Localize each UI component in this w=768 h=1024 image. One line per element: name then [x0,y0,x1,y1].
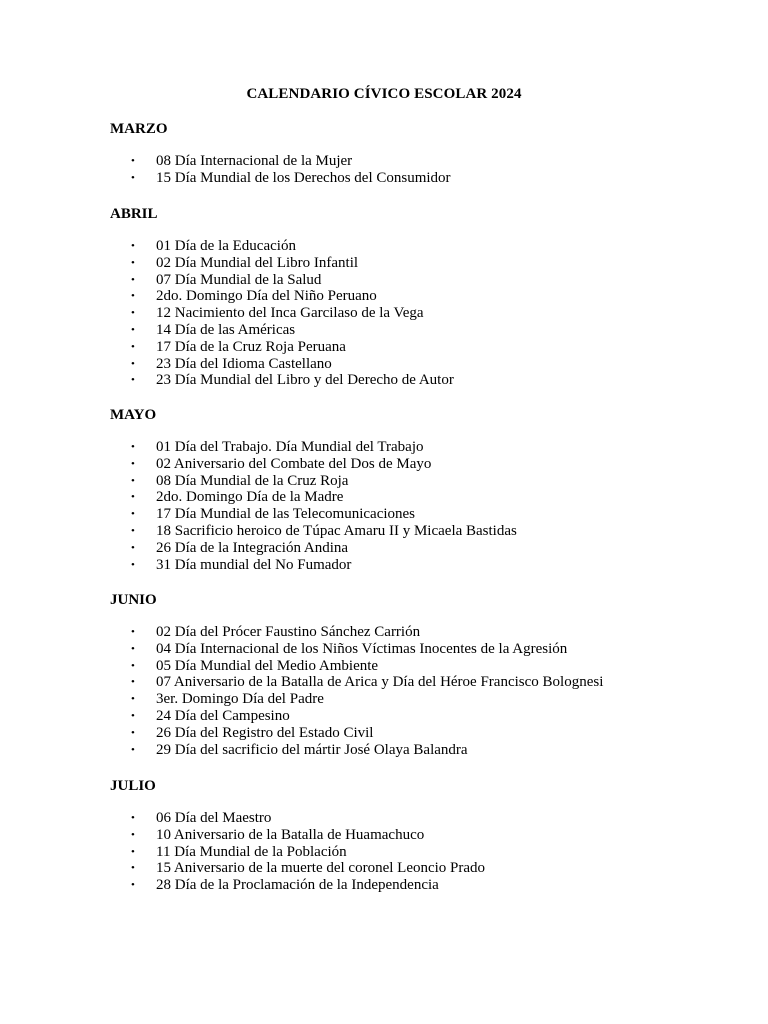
list-item-text: 02 Aniversario del Combate del Dos de Mayo [156,455,432,472]
list-item [0,153,768,170]
bullet-icon: • [131,474,135,487]
month-item-list [0,624,768,758]
list-item-text: 18 Sacrificio heroico de Túpac Amaru II y Micaela Bastidas [156,522,517,539]
list-item [0,540,768,557]
list-item-text: 04 Día Internacional de los Niños Víctimas Inocentes de la Agresión [156,640,568,657]
list-item-text: 31 Día mundial del No Fumador [156,556,352,573]
bullet-icon: • [131,307,135,320]
list-item-text: 08 Día Internacional de la Mujer [156,153,353,169]
bullet-icon: • [131,541,135,554]
bullet-icon: • [131,626,135,638]
list-item [0,810,768,827]
list-item [0,456,768,473]
list-item [0,691,768,708]
month-heading: JUNIO [110,592,157,608]
list-item-text: 10 Aniversario de la Batalla de Huamachuco [156,826,425,843]
list-item [0,827,768,844]
bullet-icon: • [131,676,135,689]
list-item [0,860,768,877]
list-item-text: 08 Día Mundial de la Cruz Roja [156,472,349,489]
bullet-icon: • [131,812,135,824]
bullet-icon: • [131,879,135,892]
bullet-icon: • [131,508,135,521]
list-item-text: 12 Nacimiento del Inca Garcilaso de la Vega [156,305,424,322]
bullet-icon: • [131,240,135,252]
list-item [0,489,768,506]
bullet-icon: • [131,642,135,655]
bullet-icon: • [131,693,135,706]
list-item [0,473,768,490]
list-item [0,725,768,742]
list-item-text: 2do. Domingo Día de la Madre [156,489,344,506]
bullet-icon: • [131,558,135,571]
list-item [0,506,768,523]
bullet-icon: • [131,491,135,504]
list-item [0,708,768,725]
list-item-text: 26 Día de la Integración Andina [156,539,349,556]
bullet-icon: • [131,357,135,370]
list-item [0,641,768,658]
list-item-text: 3er. Domingo Día del Padre [156,691,324,708]
bullet-icon: • [131,374,135,387]
bullet-icon: • [131,290,135,303]
list-item-text: 02 Día del Prócer Faustino Sánchez Carrión [156,624,421,640]
list-item-text: 24 Día del Campesino [156,707,290,724]
list-item [0,523,768,540]
list-item [0,288,768,305]
list-item [0,742,768,759]
month-item-list [0,810,768,894]
bullet-icon: • [131,155,135,167]
list-item [0,624,768,641]
month-heading: MAYO [110,407,157,423]
bullet-icon: • [131,828,135,841]
bullet-icon: • [131,659,135,672]
list-item-text: 17 Día de la Cruz Roja Peruana [156,338,346,355]
bullet-icon: • [131,457,135,470]
bullet-icon: • [131,340,135,353]
list-item-text: 23 Día del Idioma Castellano [156,355,332,372]
list-item-text: 15 Día Mundial de los Derechos del Consumidor [156,169,451,186]
list-item [0,272,768,289]
month-heading: ABRIL [110,206,158,222]
bullet-icon: • [131,256,135,269]
list-item-text: 29 Día del sacrificio del mártir José Olaya Balandra [156,741,468,758]
bullet-icon: • [131,171,135,184]
list-item [0,877,768,894]
list-item [0,255,768,272]
bullet-icon: • [131,862,135,875]
month-item-list [0,153,768,187]
list-item-text: 14 Día de las Américas [156,321,296,338]
bullet-icon: • [131,273,135,286]
list-item [0,356,768,373]
list-item [0,674,768,691]
list-item-text: 06 Día del Maestro [156,810,272,826]
list-item [0,372,768,389]
document-title: CALENDARIO CÍVICO ESCOLAR 2024 [246,86,522,102]
list-item [0,439,768,456]
list-item-text: 02 Día Mundial del Libro Infantil [156,254,359,271]
list-item-text: 2do. Domingo Día del Niño Peruano [156,288,377,305]
list-item-text: 01 Día de la Educación [156,238,296,254]
bullet-icon: • [131,323,135,336]
list-item-text: 23 Día Mundial del Libro y del Derecho de Autor [156,372,454,389]
list-item-text: 28 Día de la Proclamación de la Independencia [156,877,439,894]
month-item-list [0,439,768,573]
list-item-text: 26 Día del Registro del Estado Civil [156,724,374,741]
bullet-icon: • [131,845,135,858]
list-item [0,844,768,861]
month-heading: MARZO [110,121,168,137]
bullet-icon: • [131,524,135,537]
list-item-text: 05 Día Mundial del Medio Ambiente [156,657,379,674]
list-item-text: 11 Día Mundial de la Población [156,843,347,860]
list-item [0,339,768,356]
list-item [0,305,768,322]
bullet-icon: • [131,709,135,722]
list-item-text: 15 Aniversario de la muerte del coronel Leoncio Prado [156,860,486,877]
list-item-text: 17 Día Mundial de las Telecomunicaciones [156,506,416,523]
month-heading: JULIO [110,778,156,794]
list-item-text: 01 Día del Trabajo. Día Mundial del Trabajo [156,439,424,455]
list-item [0,658,768,675]
list-item [0,322,768,339]
bullet-icon: • [131,743,135,756]
list-item [0,170,768,187]
bullet-icon: • [131,726,135,739]
list-item [0,557,768,574]
month-item-list [0,238,768,389]
list-item-text: 07 Día Mundial de la Salud [156,271,322,288]
list-item [0,238,768,255]
bullet-icon: • [131,441,135,453]
list-item-text: 07 Aniversario de la Batalla de Arica y Día del Héroe Francisco Bolognesi [156,674,604,691]
